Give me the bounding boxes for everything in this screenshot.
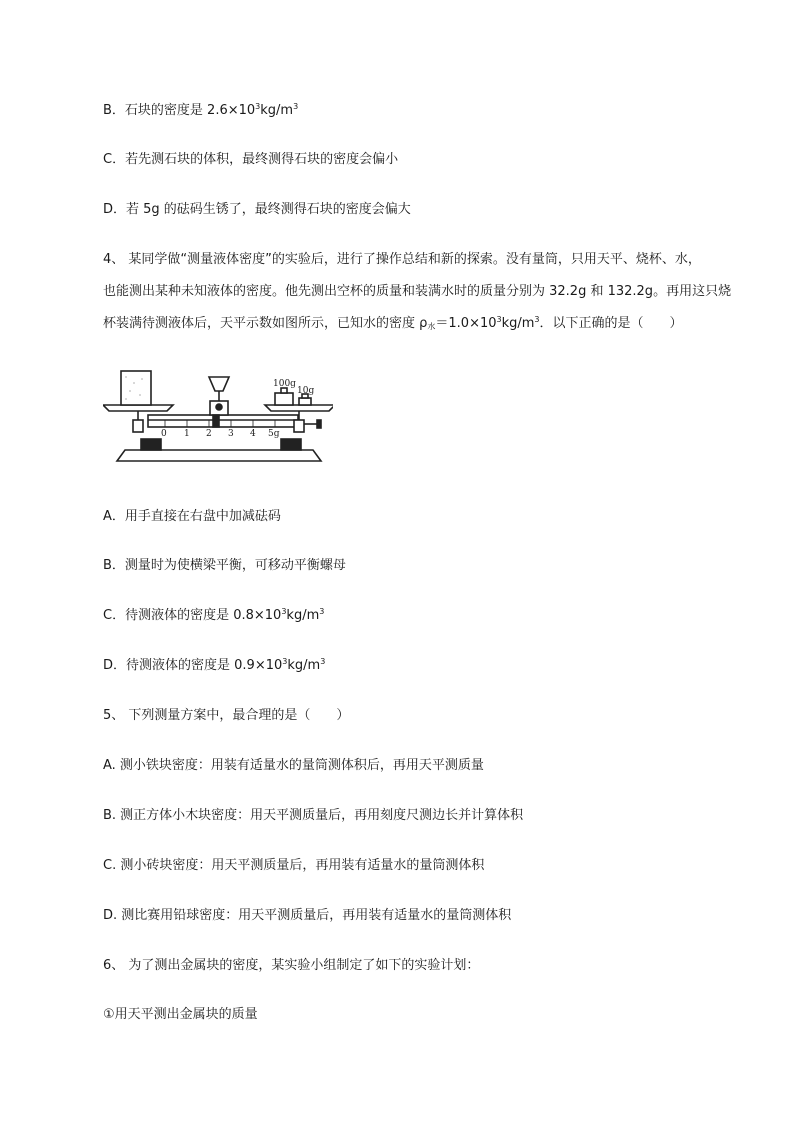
exponent: 3 (281, 607, 287, 616)
fulcrum-pivot (216, 404, 222, 410)
stem-text: ．以下正确的是（ ） (539, 316, 683, 331)
left-nut (133, 420, 143, 432)
left-pan (103, 405, 173, 411)
scale-label-5g: 5g (268, 429, 280, 439)
weight-100g-label: 100g (273, 379, 296, 389)
q4-option-d (103, 656, 325, 676)
exponent: 3 (496, 315, 502, 324)
balance-beam (148, 415, 298, 427)
unit-exponent: 3 (319, 607, 325, 616)
q4-stem-line-3 (103, 314, 683, 334)
scale-label-1: 1 (184, 429, 190, 439)
weight-100g (275, 393, 293, 405)
weight-10g (299, 398, 311, 405)
balance-figure (103, 365, 333, 465)
pointer-cup (209, 377, 229, 391)
unit-exponent: 3 (534, 315, 540, 324)
q3-option-b (103, 101, 298, 121)
q6-step-1: ①用天平测出金属块的质量 (103, 1007, 258, 1022)
q4-stem-line-1: 4、 某同学做“测量液体密度”的实验后，进行了操作总结和新的探索。没有量筒，只用天平、烧杯、水， (103, 252, 701, 267)
scale-label-3: 3 (228, 429, 234, 439)
q6-stem: 6、 为了测出金属块的密度，某实验小组制定了如下的实验计划： (103, 958, 480, 973)
unit: kg/m (286, 608, 320, 623)
stem-text: 杯装满待测液体后，天平示数如图所示，已知水的密度 ρ (103, 316, 428, 331)
q4-stem-line-2: 也能测出某种未知液体的密度。他先测出空杯的质量和装满水时的质量分别为 32.2g 和 132.2g。再用这只烧 (103, 284, 732, 299)
q4-option-c (103, 606, 324, 626)
q3-option-c: C．若先测石块的体积，最终测得石块的密度会偏小 (103, 152, 399, 167)
q5-option-b: B. 测正方体小木块密度：用天平测质量后，再用刻度尺测边长并计算体积 (103, 808, 524, 823)
right-pan (265, 405, 333, 411)
rho-subscript: 水 (427, 322, 436, 331)
unit-exponent: 3 (320, 657, 326, 666)
q5-option-d: D. 测比赛用铅球密度：用天平测质量后，再用装有适量水的量筒测体积 (103, 908, 512, 923)
right-screw-knob (317, 420, 321, 428)
exponent: 3 (282, 657, 288, 666)
scale-label-0: 0 (161, 429, 167, 439)
q5-option-c: C. 测小砖块密度：用天平测质量后，再用装有适量水的量筒测体积 (103, 858, 485, 873)
q5-stem: 5、 下列测量方案中，最合理的是（ ） (103, 708, 350, 723)
q4-option-d-text: D．待测液体的密度是 0.9×10 (103, 658, 283, 673)
unit: kg/m (260, 103, 294, 118)
unit: kg/m (287, 658, 321, 673)
q4-option-c-text: C．待测液体的密度是 0.8×10 (103, 608, 282, 623)
stem-text: ＝1.0×10 (435, 316, 497, 331)
base-foot-right (281, 439, 301, 450)
weight-10g-label: 10g (297, 386, 315, 396)
base-foot-left (141, 439, 161, 450)
right-nut (294, 420, 304, 432)
balance-base (117, 450, 321, 461)
unit-exponent: 3 (293, 102, 299, 111)
unit: kg/m (501, 316, 535, 331)
scale-label-4: 4 (250, 429, 256, 439)
q5-option-a: A. 测小铁块密度：用装有适量水的量筒测体积后，再用天平测质量 (103, 758, 484, 773)
exponent: 3 (255, 102, 261, 111)
rider (213, 415, 219, 427)
beaker (121, 371, 151, 405)
q4-option-b: B．测量时为使横梁平衡，可移动平衡螺母 (103, 558, 346, 573)
q3-option-d: D．若 5g 的砝码生锈了，最终测得石块的密度会偏大 (103, 202, 411, 217)
q3-option-b-text: B．石块的密度是 2.6×10 (103, 103, 256, 118)
scale-label-2: 2 (206, 429, 212, 439)
q4-option-a: A．用手直接在右盘中加减砝码 (103, 509, 281, 524)
